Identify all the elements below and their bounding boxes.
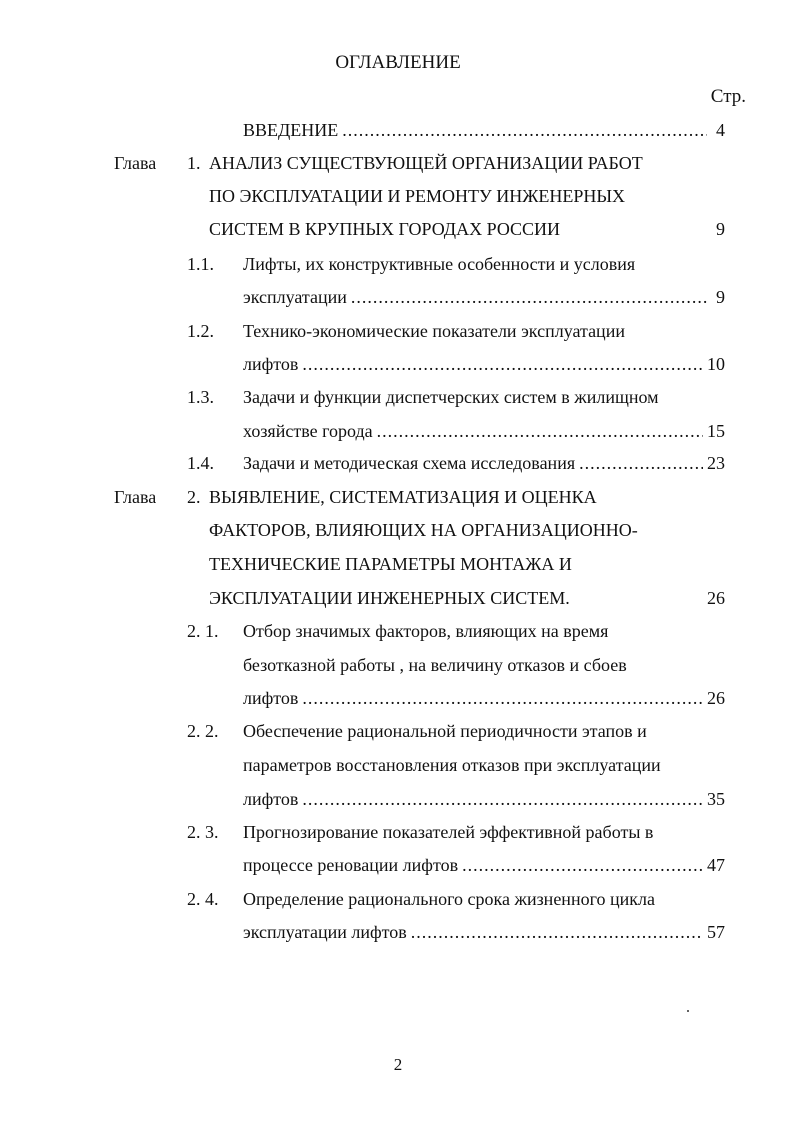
toc-page-number: 35 (707, 789, 725, 809)
chapter-1-number: 1. (187, 153, 201, 173)
chapter-1-title-line[interactable]: ПО ЭКСПЛУАТАЦИИ И РЕМОНТУ ИНЖЕНЕРНЫХ (209, 186, 626, 206)
section-number: 1.2. (187, 321, 214, 341)
chapter-1-title-line: СИСТЕМ В КРУПНЫХ ГОРОДАХ РОССИИ (209, 219, 561, 239)
toc-page-number: 26 (707, 688, 725, 708)
section-number: 2. 2. (187, 721, 219, 741)
chapter-1-label: Глава (114, 153, 157, 173)
section-title-line: лифтов (243, 789, 299, 809)
section-title-line: эксплуатации (243, 287, 347, 307)
chapter-2-title-line: ЭКСПЛУАТАЦИИ ИНЖЕНЕРНЫХ СИСТЕМ. (209, 588, 570, 608)
toc-entry-label: ВВЕДЕНИЕ (243, 120, 339, 140)
dot-leader (302, 354, 703, 375)
toc-page-number: 10 (707, 354, 725, 374)
chapter-2-title-line[interactable]: ФАКТОРОВ, ВЛИЯЮЩИХ НА ОРГАНИЗАЦИОННО- (209, 520, 638, 540)
section-number: 1.3. (187, 387, 214, 407)
dot-leader (302, 688, 703, 709)
toc-page-number: 47 (707, 855, 725, 875)
page-title: ОГЛАВЛЕНИЕ (335, 52, 461, 73)
toc-entry-1-2[interactable] (243, 354, 725, 375)
section-title-line[interactable]: параметров восстановления отказов при эксплуатации (243, 755, 661, 775)
page-number: 2 (393, 1055, 403, 1074)
dot-leader (377, 421, 703, 442)
section-number: 2. 4. (187, 889, 219, 909)
section-title-line[interactable]: Лифты, их конструктивные особенности и условия (243, 254, 636, 274)
section-title-line[interactable]: Технико-экономические показатели эксплуатации (243, 321, 625, 341)
chapter-2-title-line[interactable]: ВЫЯВЛЕНИЕ, СИСТЕМАТИЗАЦИЯ И ОЦЕНКА (209, 487, 597, 507)
scan-speck (687, 1010, 689, 1012)
section-title-line: процессе реновации лифтов (243, 855, 459, 875)
section-title-line[interactable]: Обеспечение рациональной периодичности этапов и (243, 721, 647, 741)
section-title-line: эксплуатации лифтов (243, 922, 407, 942)
toc-page-number: 23 (707, 453, 725, 473)
dot-leader (462, 855, 703, 876)
toc-entry-1-3[interactable] (243, 421, 725, 442)
chapter-1-title-end[interactable] (209, 219, 725, 240)
toc-entry-1-1[interactable] (243, 287, 725, 308)
page-column-label: Стр. (710, 86, 746, 107)
toc-page-number: 15 (707, 421, 725, 441)
chapter-2-title-end[interactable] (209, 588, 725, 609)
chapter-2-label: Глава (114, 487, 157, 507)
section-title-line: Задачи и методическая схема исследования (243, 453, 576, 473)
toc-page-number: 9 (716, 287, 725, 307)
toc-entry-2-4[interactable] (243, 922, 725, 943)
toc-page-number: 57 (707, 922, 725, 942)
toc-page-number: 26 (707, 588, 725, 608)
toc-entry-2-3[interactable] (243, 855, 725, 876)
section-number: 2. 1. (187, 621, 219, 641)
toc-entry-2-1[interactable] (243, 688, 725, 709)
section-title-line[interactable]: Определение рационального срока жизненного цикла (243, 889, 655, 909)
section-number: 1.4. (187, 453, 214, 473)
section-title-line[interactable]: Прогнозирование показателей эффективной работы в (243, 822, 654, 842)
dot-leader (411, 922, 703, 943)
dot-leader (302, 789, 703, 810)
section-title-line: хозяйстве города (243, 421, 373, 441)
toc-page-number: 4 (716, 120, 725, 140)
chapter-2-number: 2. (187, 487, 201, 507)
toc-page-number: 9 (716, 219, 725, 239)
section-title-line[interactable]: Отбор значимых факторов, влияющих на время (243, 621, 609, 641)
section-title-line: лифтов (243, 688, 299, 708)
section-title-line[interactable]: безотказной работы , на величину отказов и сбоев (243, 655, 627, 675)
dot-leader (342, 120, 707, 141)
section-number: 2. 3. (187, 822, 219, 842)
section-number: 1.1. (187, 254, 214, 274)
section-title-line: лифтов (243, 354, 299, 374)
toc-entry-intro[interactable] (243, 120, 725, 141)
dot-leader (579, 453, 703, 474)
chapter-2-title-line[interactable]: ТЕХНИЧЕСКИЕ ПАРАМЕТРЫ МОНТАЖА И (209, 554, 572, 574)
dot-leader (351, 287, 707, 308)
section-title-line[interactable]: Задачи и функции диспетчерских систем в жилищном (243, 387, 659, 407)
toc-entry-1-4[interactable] (243, 453, 725, 474)
chapter-1-title-line[interactable]: АНАЛИЗ СУЩЕСТВУЮЩЕЙ ОРГАНИЗАЦИИ РАБОТ (209, 153, 643, 173)
toc-entry-2-2[interactable] (243, 789, 725, 810)
